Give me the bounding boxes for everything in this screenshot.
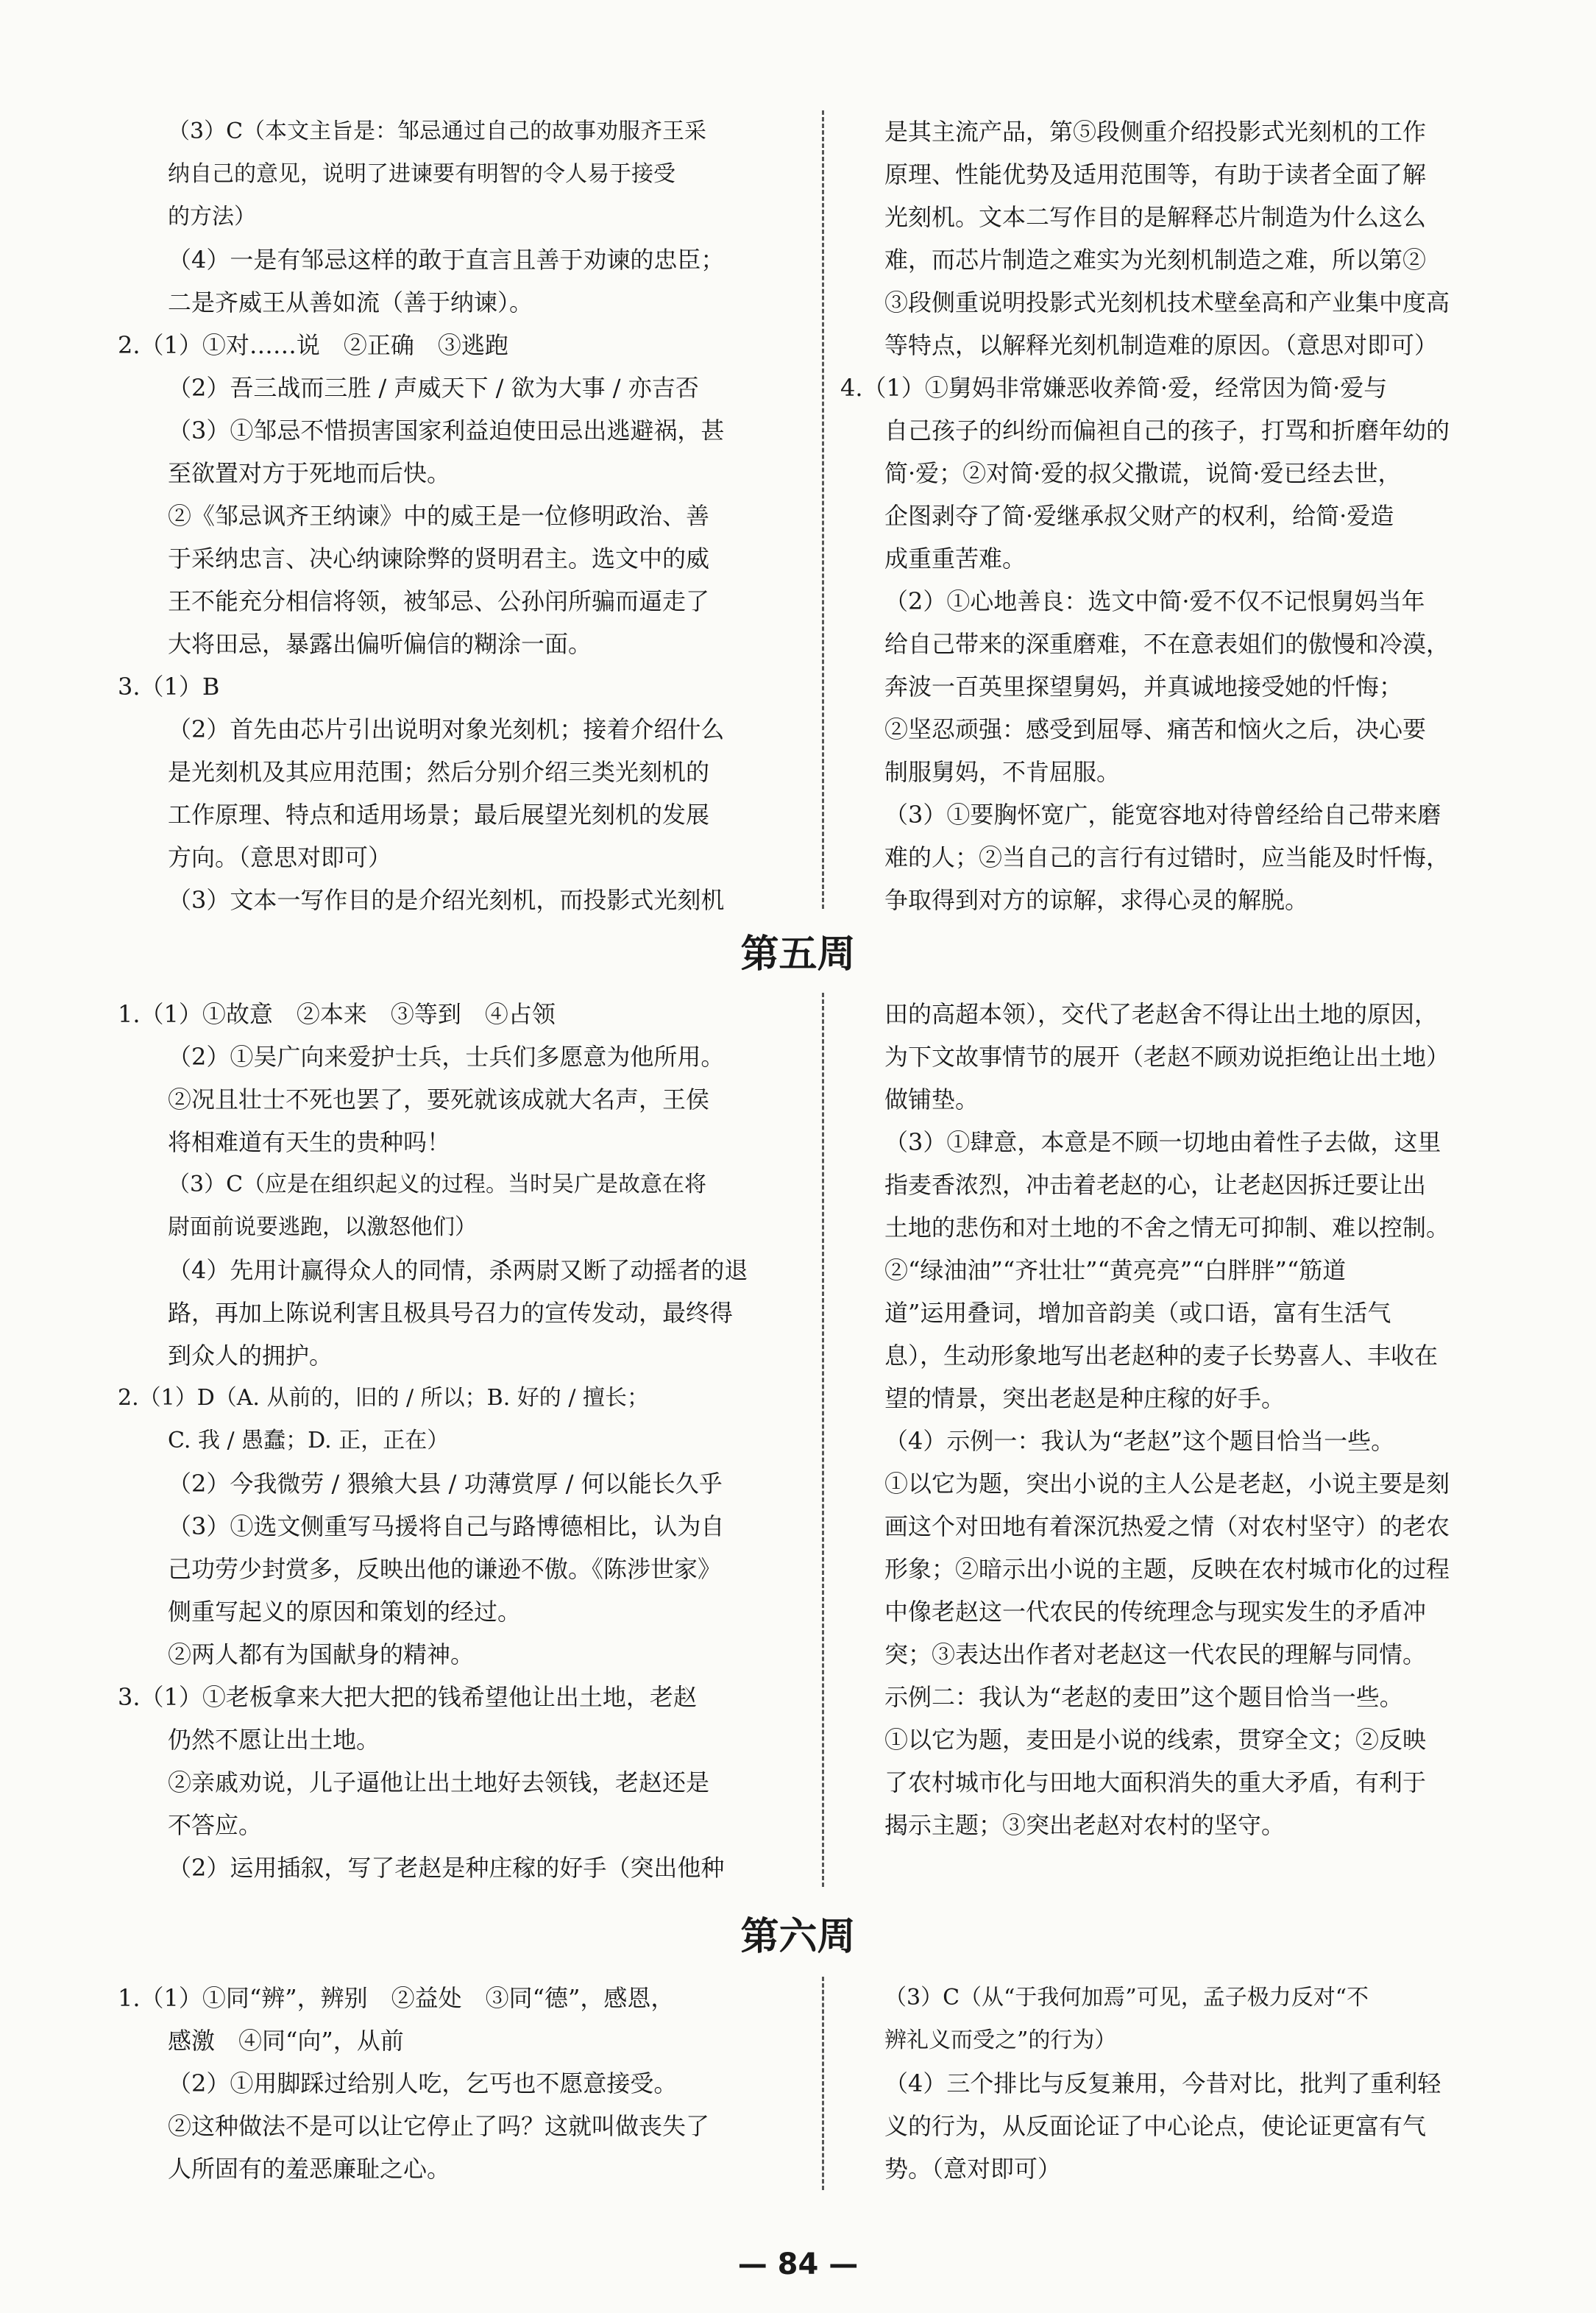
text-line: 到众人的拥护。 xyxy=(168,1342,333,1370)
text-line: 仍然不愿让出土地。 xyxy=(168,1726,380,1754)
text-line: 示例二：我认为“老赵的麦田”这个题目恰当一些。 xyxy=(884,1683,1403,1711)
text-line: 王不能充分相信将领，被邹忌、公孙闬所骗而逼走了 xyxy=(168,587,710,615)
text-line: 侧重写起义的原因和策划的经过。 xyxy=(168,1598,522,1626)
text-line: 是其主流产品，第⑤段侧重介绍投影式光刻机的工作 xyxy=(884,118,1427,146)
text-line: 义的行为，从反面论证了中心论点，使论证更富有气 xyxy=(884,2112,1427,2140)
text-line: ②《邹忌讽齐王纳谏》中的威王是一位修明政治、善 xyxy=(168,502,710,530)
text-line: 感激 ④同“向”，从前 xyxy=(168,2027,404,2055)
text-line: （2）①用脚踩过给别人吃，乞丐也不愿意接受。 xyxy=(168,2069,678,2097)
text-line: 不答应。 xyxy=(168,1811,263,1839)
text-line: 田的高超本领），交代了老赵舍不得让出土地的原因， xyxy=(884,1000,1439,1028)
text-line: 是光刻机及其应用范围；然后分别介绍三类光刻机的 xyxy=(168,758,710,786)
text-line: ③段侧重说明投影式光刻机技术壁垒高和产业集中度高 xyxy=(884,288,1450,316)
text-line: （2）今我微劳 / 猥飨大县 / 功薄赏厚 / 何以能长久乎 xyxy=(168,1470,723,1498)
text-line: ②况且壮士不死也罢了，要死就该成就大名声，王侯 xyxy=(168,1085,710,1113)
text-line: （3）C（从“于我何加焉”可见，孟子极力反对“不 xyxy=(884,1985,1369,2011)
text-line: （2）运用插叙，写了老赵是种庄稼的好手（突出他种 xyxy=(168,1854,725,1882)
text-line: C. 我 / 愚蠢；D. 正，正在） xyxy=(168,1428,450,1453)
text-line: （3）①要胸怀宽广，能宽容地对待曾经给自己带来磨 xyxy=(884,801,1441,829)
text-line: （4）先用计赢得众人的同情，杀两尉又断了动摇者的退 xyxy=(168,1256,748,1284)
text-line: 制服舅妈，不肯屈服。 xyxy=(884,758,1121,786)
question-4: 4.（1）①舅妈非常嫌恶收养简·爱，经常因为简·爱与 xyxy=(840,374,1388,402)
text-line: 做铺垫。 xyxy=(884,1085,979,1113)
text-line: 突；③表达出作者对老赵这一代农民的理解与同情。 xyxy=(884,1640,1427,1668)
column-divider xyxy=(822,110,824,909)
text-line: 难的人；②当自己的言行有过错时，应当能及时忏悔， xyxy=(884,843,1450,871)
text-line: （2）吾三战而三胜 / 声威天下 / 欲为大事 / 亦吉否 xyxy=(168,374,699,402)
text-line: ②亲戚劝说，儿子逼他让出土地好去领钱，老赵还是 xyxy=(168,1768,710,1796)
text-line: 二是齐威王从善如流（善于纳谏）。 xyxy=(168,288,533,316)
text-line: 至欲置对方于死地而后快。 xyxy=(168,459,451,487)
text-line: 原理、性能优势及适用范围等，有助于读者全面了解 xyxy=(884,160,1427,188)
page-number: — 84 — xyxy=(737,2248,859,2281)
text-line: 形象；②暗示出小说的主题，反映在农村城市化的过程 xyxy=(884,1555,1450,1583)
text-line: ①以它为题，麦田是小说的线索，贯穿全文；②反映 xyxy=(884,1726,1427,1754)
text-line: （3）C（本文主旨是：邹忌通过自己的故事劝服齐王采 xyxy=(168,118,707,144)
text-line: 土地的悲伤和对土地的不舍之情无可抑制、难以控制。 xyxy=(884,1214,1450,1241)
text-line: 指麦香浓烈，冲击着老赵的心，让老赵因拆迁要让出 xyxy=(884,1171,1427,1199)
text-line: 画这个对田地有着深沉热爱之情（对农村坚守）的老农 xyxy=(884,1512,1450,1540)
text-line: 自己孩子的纠纷而偏袒自己的孩子，打骂和折磨年幼的 xyxy=(884,417,1450,444)
text-line: 等特点，以解释光刻机制造难的原因。（意思对即可） xyxy=(884,331,1439,359)
text-line: 大将田忌，暴露出偏听偏信的糊涂一面。 xyxy=(168,630,592,658)
text-line: 揭示主题；③突出老赵对农村的坚守。 xyxy=(884,1811,1285,1839)
text-line: ②两人都有为国献身的精神。 xyxy=(168,1640,475,1668)
text-line: （3）C（应是在组织起义的过程。当时吴广是故意在将 xyxy=(168,1172,707,1197)
text-line: 尉面前说要逃跑，以激怒他们） xyxy=(168,1214,477,1240)
text-line: 势。（意对即可） xyxy=(884,2155,1062,2183)
text-line: 简·爱；②对简·爱的叔父撒谎，说简·爱已经去世， xyxy=(884,459,1402,487)
column-divider xyxy=(822,1977,824,2190)
text-line: （3）①邹忌不惜损害国家利益迫使田忌出逃避祸，甚 xyxy=(168,417,725,444)
question-1: 1.（1）①同“辨”，辨别 ②益处 ③同“德”，感恩， xyxy=(118,1984,675,2012)
text-line: 难，而芯片制造之难实为光刻机制造之难，所以第② xyxy=(884,246,1427,274)
text-line: 人所固有的羞恶廉耻之心。 xyxy=(168,2155,451,2183)
text-line: （2）①心地善良：选文中简·爱不仅不记恨舅妈当年 xyxy=(884,587,1425,615)
text-line: 己功劳少封赏多，反映出他的谦逊不傲。《陈涉世家》 xyxy=(168,1555,722,1583)
text-line: ①以它为题，突出小说的主人公是老赵，小说主要是刻 xyxy=(884,1470,1450,1498)
column-divider xyxy=(822,993,824,1887)
text-line: 辨礼义而受之”的行为） xyxy=(884,2027,1117,2053)
week5-heading: 第五周 xyxy=(740,932,856,977)
text-line: （3）①肆意，本意是不顾一切地由着性子去做，这里 xyxy=(884,1128,1441,1156)
question-3: 3.（1）B xyxy=(118,673,220,701)
text-line: 企图剥夺了简·爱继承叔父财产的权利，给简·爱造 xyxy=(884,502,1394,530)
text-line: 道”运用叠词，增加音韵美（或口语，富有生活气 xyxy=(884,1299,1391,1327)
text-line: 中像老赵这一代农民的传统理念与现实发生的矛盾冲 xyxy=(884,1598,1427,1626)
text-line: （4）三个排比与反复兼用，今昔对比，批判了重利轻 xyxy=(884,2069,1441,2097)
text-line: 工作原理、特点和适用场景；最后展望光刻机的发展 xyxy=(168,801,710,829)
text-line: 成重重苦难。 xyxy=(884,545,1026,573)
text-line: 将相难道有天生的贵种吗！ xyxy=(168,1128,451,1156)
text-line: （4）示例一：我认为“老赵”这个题目恰当一些。 xyxy=(884,1427,1395,1455)
question-1: 1.（1）①故意 ②本来 ③等到 ④占领 xyxy=(118,1000,556,1028)
text-line: （3）文本一写作目的是介绍光刻机，而投影式光刻机 xyxy=(168,886,725,914)
text-line: （3）①选文侧重写马援将自己与路博德相比，认为自 xyxy=(168,1512,725,1540)
text-line: 光刻机。文本二写作目的是解释芯片制造为什么这么 xyxy=(884,203,1427,231)
text-line: 给自己带来的深重磨难，不在意表姐们的傲慢和冷漠， xyxy=(884,630,1450,658)
question-3: 3.（1）①老板拿来大把大把的钱希望他让出土地，老赵 xyxy=(118,1683,697,1711)
question-2: 2.（1）①对……说 ②正确 ③逃跑 xyxy=(118,331,508,359)
text-line: 于采纳忠言、决心纳谏除弊的贤明君主。选文中的威 xyxy=(168,545,710,573)
text-line: 争取得到对方的谅解，求得心灵的解脱。 xyxy=(884,886,1309,914)
text-line: 纳自己的意见，说明了进谏要有明智的令人易于接受 xyxy=(168,161,675,187)
text-line: （2）①吴广向来爱护士兵，士兵们多愿意为他所用。 xyxy=(168,1043,725,1071)
text-line: 的方法） xyxy=(168,204,256,230)
text-line: 方向。（意思对即可） xyxy=(168,843,392,871)
text-line: 望的情景，突出老赵是种庄稼的好手。 xyxy=(884,1384,1285,1412)
text-line: ②“绿油油”“齐壮壮”“黄亮亮”“白胖胖”“筋道 xyxy=(884,1256,1347,1284)
week6-heading: 第六周 xyxy=(740,1915,856,1959)
text-line: （2）首先由芯片引出说明对象光刻机；接着介绍什么 xyxy=(168,715,725,743)
text-line: ②这种做法不是可以让它停止了吗？这就叫做丧失了 xyxy=(168,2112,710,2140)
text-line: 奔波一百英里探望舅妈，并真诚地接受她的忏悔； xyxy=(884,673,1403,701)
text-line: ②坚忍顽强：感受到屈辱、痛苦和恼火之后，决心要 xyxy=(884,715,1427,743)
text-line: 为下文故事情节的展开（老赵不顾劝说拒绝让出土地） xyxy=(884,1043,1450,1071)
question-2: 2.（1）D（A. 从前的，旧的 / 所以；B. 好的 / 擅长； xyxy=(118,1385,649,1411)
text-line: 息），生动形象地写出老赵种的麦子长势喜人、丰收在 xyxy=(884,1342,1439,1370)
text-line: （4）一是有邹忌这样的敢于直言且善于劝谏的忠臣； xyxy=(168,246,725,274)
text-line: 了农村城市化与田地大面积消失的重大矛盾，有利于 xyxy=(884,1768,1427,1796)
text-line: 路，再加上陈说利害且极具号召力的宣传发动，最终得 xyxy=(168,1299,734,1327)
